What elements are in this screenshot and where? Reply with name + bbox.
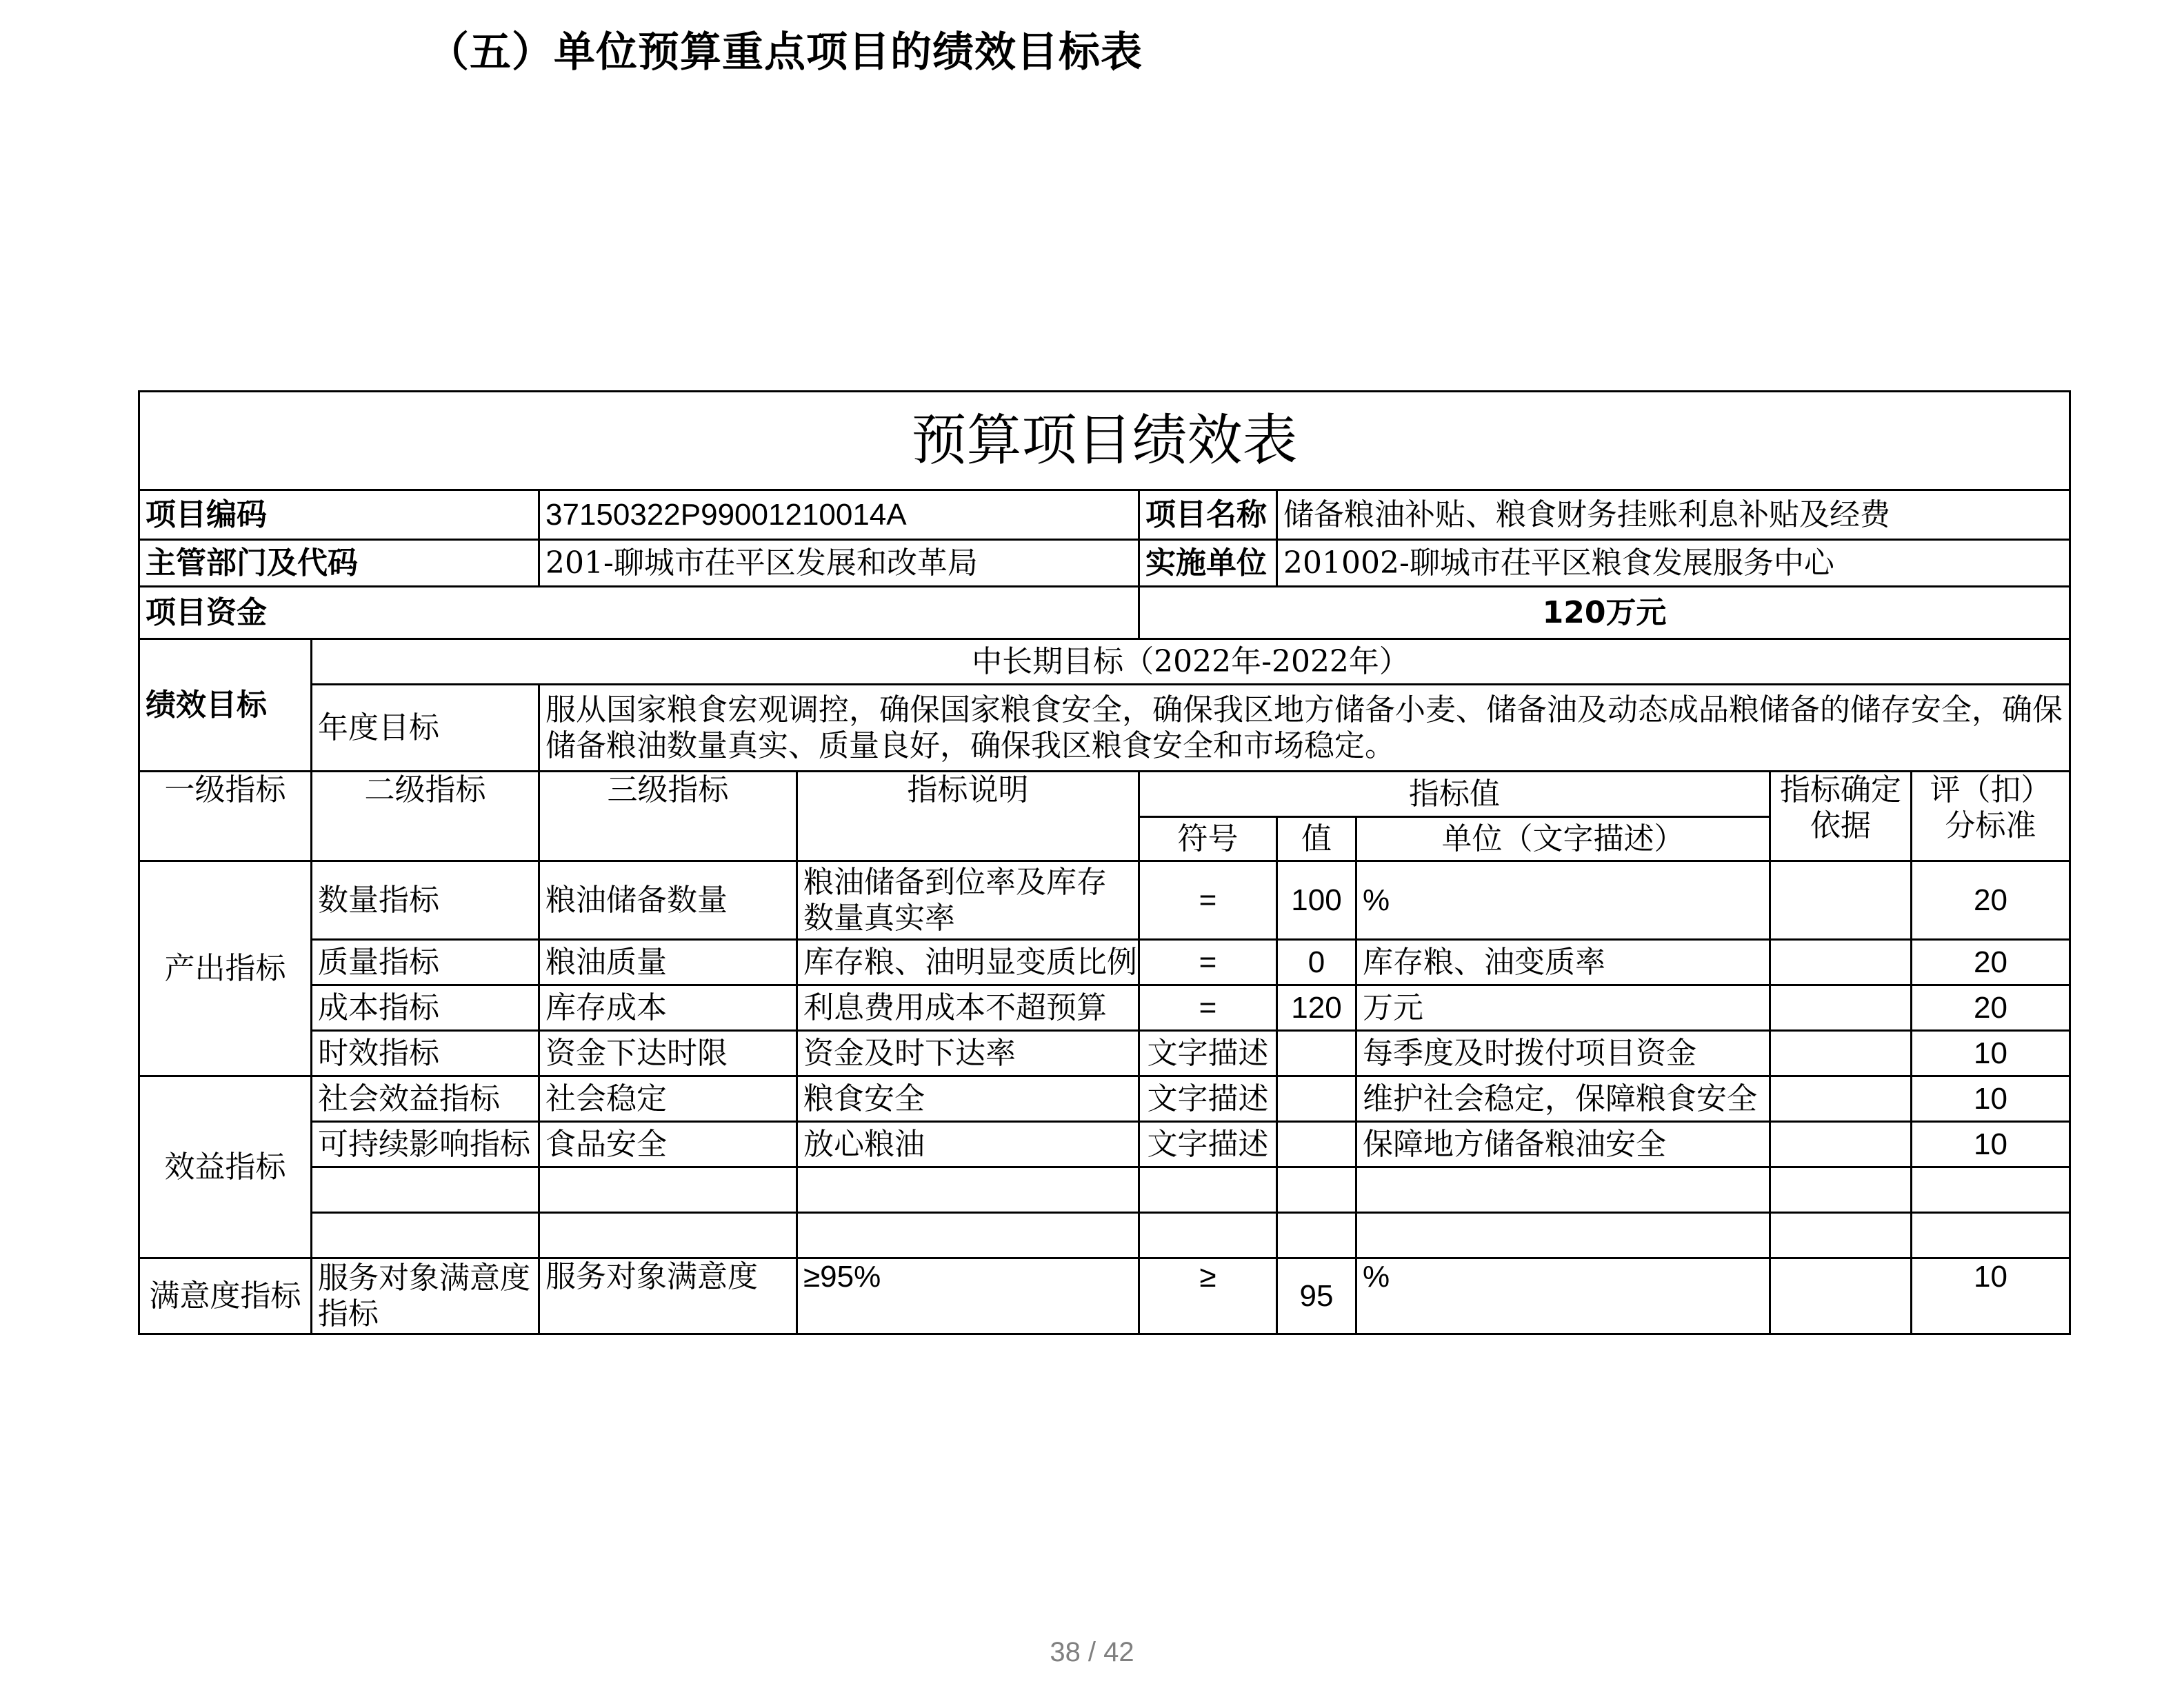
cell-basis — [1770, 1076, 1912, 1122]
header-symbol: 符号 — [1139, 817, 1277, 861]
group-satisfaction: 满意度指标 — [139, 1258, 312, 1334]
cell-level3: 粮油储备数量 — [539, 861, 797, 940]
cell-level2: 数量指标 — [312, 861, 539, 940]
cell-unit: % — [1356, 1258, 1770, 1334]
cell-symbol: = — [1139, 861, 1277, 940]
group-benefit: 效益指标 — [139, 1076, 312, 1258]
cell-level2: 可持续影响指标 — [312, 1122, 539, 1167]
cell-symbol: = — [1139, 940, 1277, 985]
cell-desc: 粮油储备到位率及库存数量真实率 — [797, 861, 1139, 940]
cell-desc: 利息费用成本不超预算 — [797, 985, 1139, 1031]
header-level2: 二级指标 — [312, 772, 539, 861]
cell-symbol: 文字描述 — [1139, 1031, 1277, 1076]
header-level1: 一级指标 — [139, 772, 312, 861]
impl-value: 201002-聊城市茌平区粮食发展服务中心 — [1277, 540, 2070, 587]
table-row — [139, 985, 2070, 1031]
perf-goal-label: 绩效目标 — [139, 639, 312, 772]
cell-score: 20 — [1912, 985, 2070, 1031]
table-row-empty — [139, 1213, 2070, 1258]
cell-level3: 食品安全 — [539, 1122, 797, 1167]
cell-level3: 库存成本 — [539, 985, 797, 1031]
cell-symbol: = — [1139, 985, 1277, 1031]
annual-goal-text: 服从国家粮食宏观调控，确保国家粮食安全，确保我区地方储备小麦、储备油及动态成品粮储备的储存安全，确保储备粮油数量真实、质量良好，确保我区粮食安全和市场稳定。 — [539, 685, 2070, 772]
cell-basis — [1770, 940, 1912, 985]
cell-desc: 放心粮油 — [797, 1122, 1139, 1167]
cell-score: 20 — [1912, 940, 2070, 985]
table-row-empty — [139, 1167, 2070, 1213]
funds-label: 项目资金 — [139, 587, 1139, 639]
dept-value: 201-聊城市茌平区发展和改革局 — [539, 540, 1139, 587]
cell-score: 10 — [1912, 1031, 2070, 1076]
cell-basis — [1770, 985, 1912, 1031]
header-unit: 单位（文字描述） — [1356, 817, 1770, 861]
cell-level3: 资金下达时限 — [539, 1031, 797, 1076]
header-desc: 指标说明 — [797, 772, 1139, 861]
table-row — [139, 1076, 2070, 1122]
page-indicator: 38 / 42 — [1050, 1637, 1134, 1667]
project-name: 储备粮油补贴、粮食财务挂账利息补贴及经费 — [1277, 490, 2070, 540]
cell-basis — [1770, 861, 1912, 940]
table-row — [139, 1258, 2070, 1334]
cell-symbol: 文字描述 — [1139, 1122, 1277, 1167]
cell-score: 20 — [1912, 861, 2070, 940]
cell-symbol: 文字描述 — [1139, 1076, 1277, 1122]
cell-score: 10 — [1912, 1076, 2070, 1122]
dept-label: 主管部门及代码 — [139, 540, 539, 587]
header-basis: 指标确定依据 — [1770, 772, 1912, 861]
cell-level2: 质量指标 — [312, 940, 539, 985]
project-name-label: 项目名称 — [1139, 490, 1277, 540]
cell-level2: 社会效益指标 — [312, 1076, 539, 1122]
cell-value: 120 — [1277, 985, 1356, 1031]
cell-value — [1277, 1076, 1356, 1122]
cell-symbol: ≥ — [1139, 1258, 1277, 1334]
cell-value — [1277, 1031, 1356, 1076]
cell-desc: 库存粮、油明显变质比例 — [797, 940, 1139, 985]
table-row — [139, 861, 2070, 940]
table-title: 预算项目绩效表 — [139, 392, 2070, 490]
header-val: 值 — [1277, 817, 1356, 861]
project-code: 37150322P99001210014A — [539, 490, 1139, 540]
header-level3: 三级指标 — [539, 772, 797, 861]
cell-unit: 维护社会稳定，保障粮食安全 — [1356, 1076, 1770, 1122]
header-score: 评（扣）分标准 — [1912, 772, 2070, 861]
cell-unit: 万元 — [1356, 985, 1770, 1031]
cell-level2: 成本指标 — [312, 985, 539, 1031]
annual-goal-label: 年度目标 — [312, 685, 539, 772]
funds-value: 120万元 — [1139, 587, 2070, 639]
cell-level3: 服务对象满意度 — [539, 1258, 797, 1334]
cell-score: 10 — [1912, 1258, 2070, 1334]
cell-level2: 时效指标 — [312, 1031, 539, 1076]
cell-unit: % — [1356, 861, 1770, 940]
performance-table — [138, 390, 2071, 1335]
table-row — [139, 940, 2070, 985]
cell-level3: 粮油质量 — [539, 940, 797, 985]
cell-basis — [1770, 1258, 1912, 1334]
cell-unit: 库存粮、油变质率 — [1356, 940, 1770, 985]
header-value: 指标值 — [1139, 772, 1770, 817]
page-heading: （五）单位预算重点项目的绩效目标表 — [428, 28, 1143, 77]
cell-unit: 每季度及时拨付项目资金 — [1356, 1031, 1770, 1076]
group-output: 产出指标 — [139, 861, 312, 1076]
cell-value: 95 — [1277, 1258, 1356, 1334]
cell-desc: 资金及时下达率 — [797, 1031, 1139, 1076]
cell-level3: 社会稳定 — [539, 1076, 797, 1122]
cell-value: 100 — [1277, 861, 1356, 940]
cell-desc: ≥95% — [797, 1258, 1139, 1334]
impl-label: 实施单位 — [1139, 540, 1277, 587]
mid-long-goal: 中长期目标（2022年-2022年） — [312, 639, 2070, 685]
table-row — [139, 1031, 2070, 1076]
table-row — [139, 1122, 2070, 1167]
cell-desc: 粮食安全 — [797, 1076, 1139, 1122]
cell-score: 10 — [1912, 1122, 2070, 1167]
cell-basis — [1770, 1031, 1912, 1076]
project-code-label: 项目编码 — [139, 490, 539, 540]
cell-level2: 服务对象满意度指标 — [312, 1258, 539, 1334]
cell-basis — [1770, 1122, 1912, 1167]
cell-value: 0 — [1277, 940, 1356, 985]
cell-unit: 保障地方储备粮油安全 — [1356, 1122, 1770, 1167]
cell-value — [1277, 1122, 1356, 1167]
